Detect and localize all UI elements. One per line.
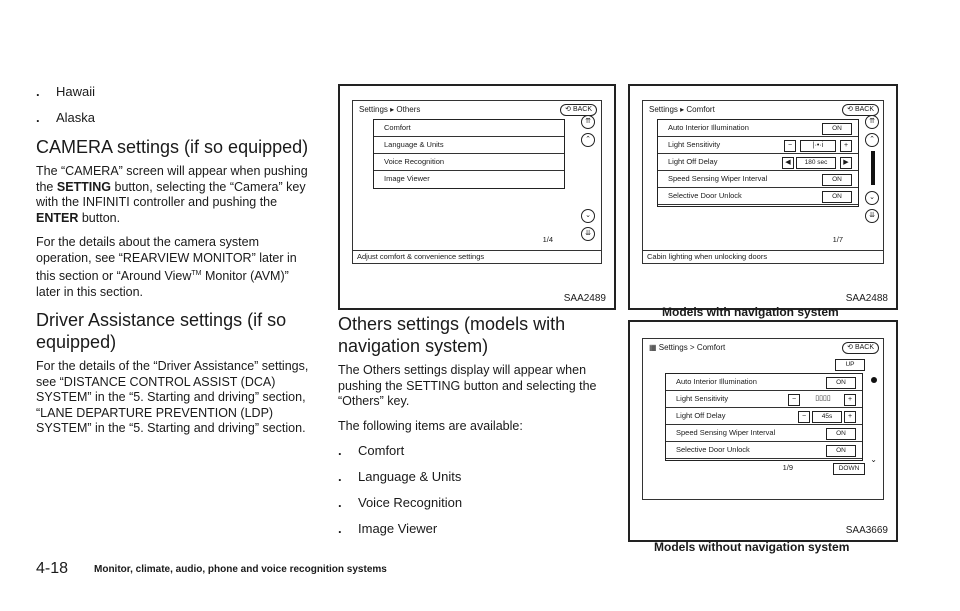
caption-no-nav: Models without navigation system — [654, 540, 850, 554]
scroll-up-icon[interactable]: ⌃ — [581, 133, 595, 147]
minus-icon[interactable]: − — [788, 394, 800, 406]
scroll-down-icon[interactable]: ⌄ — [865, 191, 879, 205]
menu-list — [657, 119, 859, 207]
toggle-on[interactable]: ON — [826, 377, 856, 389]
indicator-dot-icon — [871, 377, 877, 383]
screen — [642, 338, 884, 500]
page-number: 4-18 — [36, 560, 69, 577]
pager: 1/4 — [542, 235, 553, 244]
available-text: The following items are available: — [338, 418, 523, 433]
pager: 1/7 — [832, 235, 843, 244]
delay-value: 45s — [812, 411, 842, 423]
menu-item-voice[interactable]: Voice Recognition — [374, 154, 564, 171]
right-arrow-icon[interactable]: ▶ — [840, 157, 852, 169]
scroll-down-icon[interactable]: ⌄ — [870, 455, 877, 464]
figure-others-screen — [338, 84, 616, 310]
status-bar: Cabin lighting when unlocking doors — [643, 250, 883, 263]
plus-icon[interactable]: + — [844, 411, 856, 423]
menu-item-language[interactable]: Language & Units — [374, 137, 564, 154]
footer-title: Monitor, climate, audio, phone and voice recognition systems — [94, 564, 387, 575]
list-item: . Image Viewer — [338, 521, 438, 536]
back-button[interactable]: ⟲ BACK — [842, 342, 879, 354]
settings-icon: ▦ — [649, 343, 657, 352]
menu-list — [373, 119, 565, 189]
menu-item-wiper[interactable]: Speed Sensing Wiper Interval — [666, 425, 862, 442]
menu-item-light-off-delay[interactable]: Light Off Delay — [658, 154, 858, 171]
scroll-bottom-icon[interactable]: ⇊ — [865, 209, 879, 223]
toggle-on[interactable]: ON — [826, 445, 856, 457]
menu-list — [665, 373, 863, 461]
pager: 1/9 — [782, 463, 793, 472]
screen-title: Settings ▸ Comfort — [649, 105, 715, 114]
list-item: . Comfort — [338, 443, 405, 458]
menu-item-light-sensitivity[interactable]: Light Sensitivity — [666, 391, 862, 408]
menu-item-door-unlock[interactable]: Selective Door Unlock — [658, 188, 858, 205]
menu-item-light-sensitivity[interactable]: Light Sensitivity — [658, 137, 858, 154]
screen-title: Settings ▸ Others — [359, 105, 421, 114]
toggle-on[interactable]: ON — [826, 428, 856, 440]
left-column — [36, 84, 312, 446]
scroll-up-icon[interactable]: ⌃ — [865, 133, 879, 147]
scroll-bottom-icon[interactable]: ⇊ — [581, 227, 595, 241]
others-paragraph: The Others settings display will appear when pushing the SETTING button and selecting the “Others” key. — [338, 363, 597, 408]
back-button[interactable]: ⟲ BACK — [842, 104, 879, 116]
plus-icon[interactable]: + — [840, 140, 852, 152]
menu-item-light-off-delay[interactable]: Light Off Delay — [666, 408, 862, 425]
screen-title: ▦ Settings > Comfort — [649, 343, 726, 352]
plus-icon[interactable]: + — [844, 394, 856, 406]
list-item: . Voice Recognition — [338, 495, 463, 510]
sensitivity-slider-icon[interactable]: |·•·i — [800, 140, 836, 152]
toggle-on[interactable]: ON — [822, 191, 852, 203]
camera-heading: CAMERA settings (if so equipped) — [36, 137, 309, 157]
driver-paragraph: For the details of the “Driver Assistance” settings, see “DISTANCE CONTROL ASSIST (DCA) SYSTEM” in the “5. Starting and driving” section, “LANE DEPARTURE PREVENTION (LDP) SYSTEM” in the “5. Starting and driving” section. — [36, 359, 309, 436]
menu-item-comfort[interactable]: Comfort — [374, 120, 564, 137]
toggle-on[interactable]: ON — [822, 174, 852, 186]
figure-code: SAA2489 — [563, 293, 606, 304]
menu-item-image-viewer[interactable]: Image Viewer — [384, 174, 430, 183]
figure-code: SAA3669 — [845, 525, 888, 536]
list-item: . Language & Units — [338, 469, 462, 484]
minus-icon[interactable]: − — [798, 411, 810, 423]
scroll-top-icon[interactable]: ⇈ — [581, 115, 595, 129]
caption-nav: Models with navigation system — [662, 305, 839, 319]
status-bar: Adjust comfort & convenience settings — [353, 250, 601, 263]
menu-item-door-unlock[interactable]: Selective Door Unlock — [666, 442, 862, 459]
screen — [352, 100, 602, 264]
others-heading: Others settings (models with navigation system) — [338, 314, 566, 356]
figure-comfort-nav — [628, 84, 898, 310]
screen — [642, 100, 884, 264]
scrollbar[interactable] — [871, 151, 875, 185]
camera-details-paragraph: For the details about the camera system operation, see “REARVIEW MONITOR” later in this section or “Around View™ Monitor (AVM)” later in this section. — [36, 235, 297, 299]
middle-column — [338, 313, 614, 547]
delay-value: 180 sec — [796, 157, 836, 169]
menu-item-auto-interior[interactable]: Auto Interior Illumination — [666, 374, 862, 391]
figure-comfort-no-nav — [628, 320, 898, 542]
menu-item-wiper[interactable]: Speed Sensing Wiper Interval — [658, 171, 858, 188]
toggle-on[interactable]: ON — [822, 123, 852, 135]
figure-code: SAA2488 — [845, 293, 888, 304]
sensitivity-level-icon: ▯▯▯▯ — [815, 395, 831, 402]
list-item: . Hawaii — [36, 84, 96, 99]
driver-heading: Driver Assistance settings (if so equipped) — [36, 310, 287, 353]
camera-paragraph: The “CAMERA” screen will appear when pushing the SETTING button, selecting the “Camera” key with the INFINITI controller and pushing the ENTER button. — [36, 164, 308, 225]
up-button[interactable]: UP — [835, 359, 865, 371]
menu-item-auto-interior[interactable]: Auto Interior Illumination — [658, 120, 858, 137]
down-button[interactable]: DOWN — [833, 463, 865, 475]
scroll-top-icon[interactable]: ⇈ — [865, 115, 879, 129]
minus-icon[interactable]: − — [784, 140, 796, 152]
back-button[interactable]: ⟲ BACK — [560, 104, 597, 116]
list-item: . Alaska — [36, 110, 96, 125]
left-arrow-icon[interactable]: ◀ — [782, 157, 794, 169]
scroll-down-icon[interactable]: ⌄ — [581, 209, 595, 223]
